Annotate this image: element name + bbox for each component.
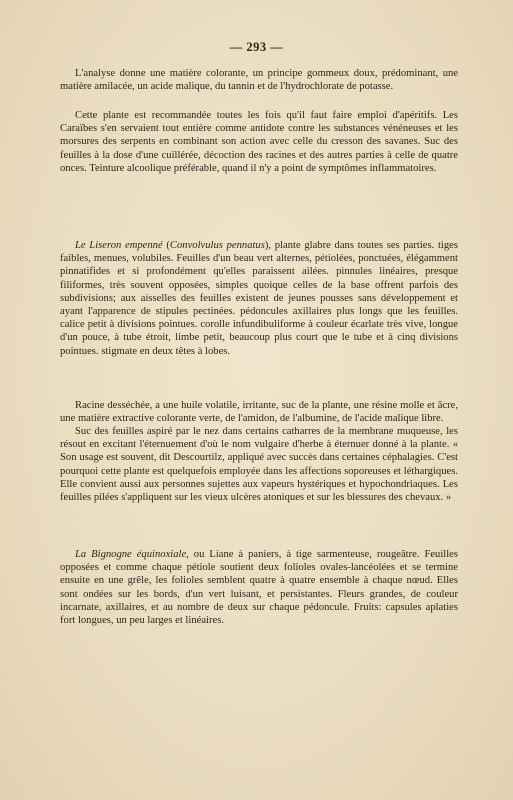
paragraph-text: Le Liseron empenné (Convolvulus pennatus), plante glabre dans toutes ses parties. tiges faibles, menues, volubiles. Feuilles d'un beau vert alternes, pétiolées, ponctuées, élégamment pinnatifides et si profondément qu'elles paraissent ailées. pinnules linéaires, presque filiformes, très souvent opposées, simples quoique celles de la base offrent parfois des subdivisions; aux aisselles des feuilles existent de jeunes pousses sans développement et ayant l'apparence de stipules pectinées. pédoncules axillaires plus longs que les feuilles. calice petit à divisions pointues. corolle infundibuliforme à couleur écarlate très vive, longue d'un pouce, à tube étroit, limbe petit, beaucoup plus court que le tube et à cinq divisions pointues. stigmate en deux têtes à lobes. — [60, 240, 458, 357]
paragraph-leaf-juice — [60, 425, 458, 504]
paragraph-text — [60, 548, 458, 627]
paragraph-body: , plante glabre dans toutes ses parties. tiges faibles, menues, volubiles. Feuilles d'un beau vert alternes, pétiolées, ponctuées, élégamment pinnatifides et si profondément qu'elles paraissent ailées. pinnules linéaires, presque filiformes, très souvent opposées, simples quoique celles de la base offrent parfois des subdivisions; aux aisselles des feuilles existent de jeunes pousses sans développement et ayant l'apparence de stipules pectinées. pédoncules axillaires plus longs que les feuilles. calice petit à divisions pointues. corolle infundibuliforme à couleur écarlate très vive, longue d'un pouce, à tube étroit, limbe petit, beaucoup plus court que le tube et à cinq divisions pointues. stigmate en deux têtes à lobes. — [60, 240, 458, 357]
latin-name: Convolvulus pennatus — [169, 240, 265, 251]
plant-name: Le Liseron empenné — [75, 240, 163, 251]
paragraph-liseron — [60, 239, 458, 358]
paragraph-usage — [60, 109, 458, 175]
plant-name: La Bignogne équinoxiale — [75, 549, 187, 560]
paragraph-root — [60, 399, 458, 425]
paragraph-bignogne — [60, 548, 458, 627]
paragraph-text: Racine desséchée, a une huile volatile, irritante, suc de la plante, une résine molle et âcre, une matière extractive colorante verte, de l'amidon, de l'albumine, de l'acide malique libre. — [60, 400, 458, 425]
paragraph-text: Suc des feuilles aspiré par le nez dans certains catharres de la membrane muqueuse, les résout en excitant l'éternuement d'où le nom vulgaire d'herbe à éternuer donné à la plante. « Son usage est souvent, dit Descourtilz, appliqué avec succès dans certaines céphalagies. C'est pourquoi cette plante est quelquefois employée dans les affections soporeuses et léthargiques. Elle convient aussi aux personnes sujettes aux vapeurs hystériques et hypochondriaques. Les feuilles pilées s'appliquent sur les vieux ulcères atoniques et sur les blessures des chevaux. » — [60, 426, 458, 504]
page-number-header: — 293 — — [229, 40, 284, 54]
paragraph-body: , ou Liane à paniers, à tige sarmenteuse, rougeâtre. Feuilles opposées et comme chaque pétiole soutient deux folioles ovales-lancéolées et se termine ensuite en une grêle, les folioles semblent quatre à quatre ensemble à chaque nœud. Elles sont ondées sur les bords, d'un vert luisant, et persistantes. Fleurs grandes, de couleur incarnate, axillaires, et au nombre de deux sur chaque pédoncule. Fruits: capsules aplaties fort longues, un peu larges et linéaires. — [60, 549, 458, 627]
paragraph-text: Cette plante est recommandée toutes les fois qu'il faut faire emploi d'apéritifs. Les Caraïbes s'en servaient tout entière comme antidote contre les substances vénéneuses et les morsures des serpents en combinant son action avec celle du cresson des savanes. Suc des feuilles à la dose d'une cuillérée, décoction des racines et des autres parties à celle de quatre onces. Teinture alcoolique préférable, quand il n'y a point de symptômes inflammatoires. — [60, 110, 458, 174]
paragraph-text: L'analyse donne une matière colorante, un principe gommeux doux, prédominant, une matière amilacée, un acide malique, du tannin et de l'hydrochlorate de potasse. — [60, 68, 458, 93]
paragraph-analysis — [60, 67, 458, 93]
